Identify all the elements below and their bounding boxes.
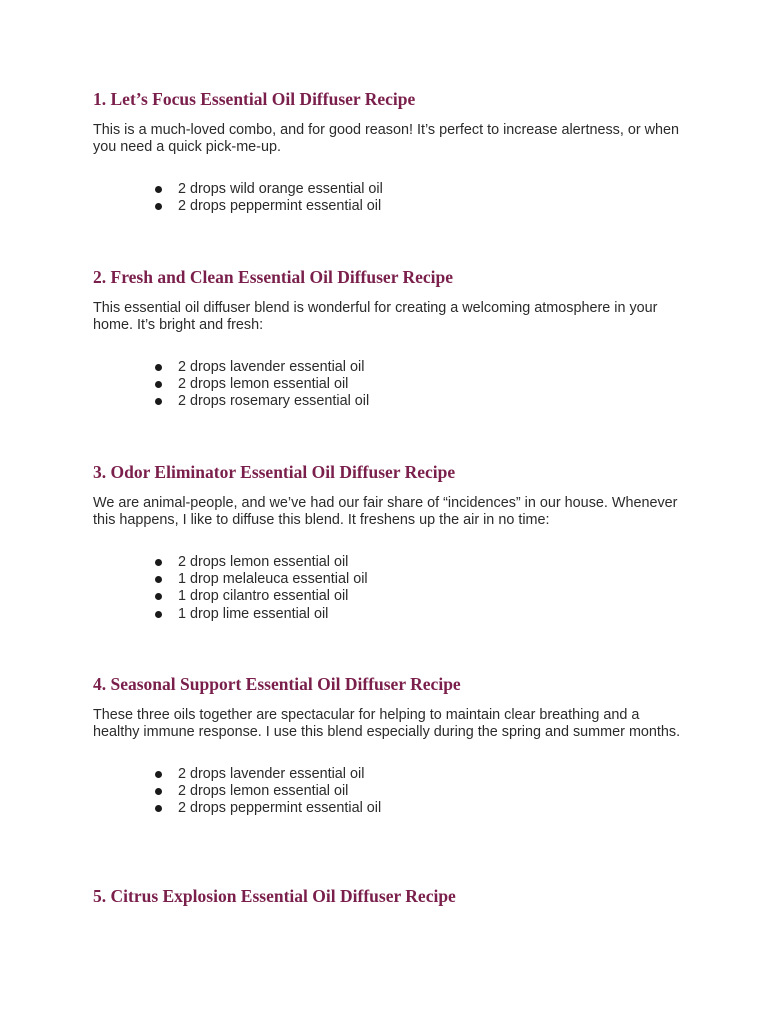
ingredient-text: 1 drop lime essential oil — [178, 605, 329, 622]
list-item — [155, 766, 683, 783]
ingredient-text: 1 drop cilantro essential oil — [178, 588, 349, 605]
ingredient-text: 1 drop melaleuca essential oil — [178, 571, 368, 588]
bullet-icon — [155, 593, 162, 600]
recipe-intro: This is a much-loved combo, and for good reason! It’s perfect to increase alertness, or when you need a quick pick-me-up. — [93, 122, 680, 155]
recipe-intro: We are animal-people, and we’ve had our fair share of “incidences” in our house. Whenever this happens, I like to diffuse this blend. It freshens up the air in no time: — [93, 495, 678, 528]
bullet-icon — [155, 771, 162, 778]
list-item — [155, 606, 683, 623]
list-item — [155, 783, 683, 800]
bullet-icon — [155, 788, 162, 795]
ingredient-list — [93, 359, 683, 411]
ingredient-text: 2 drops wild orange essential oil — [178, 181, 383, 197]
bullet-icon — [155, 203, 162, 210]
bullet-icon — [155, 559, 162, 566]
recipe-heading: 5. Citrus Explosion Essential Oil Diffuser Recipe — [93, 886, 456, 906]
recipe-section-1 — [93, 88, 683, 215]
recipe-section-2 — [93, 266, 683, 411]
list-item — [155, 181, 683, 198]
bullet-icon — [155, 576, 162, 583]
bullet-icon — [155, 381, 162, 388]
ingredient-text: 2 drops lemon essential oil — [178, 554, 349, 570]
ingredient-text: 2 drops lemon essential oil — [178, 783, 349, 800]
bullet-icon — [155, 398, 162, 405]
recipe-section-3 — [93, 461, 683, 623]
list-item — [155, 554, 683, 571]
ingredient-text: 2 drops lemon essential oil — [178, 376, 349, 393]
recipe-intro: This essential oil diffuser blend is wonderful for creating a welcoming atmosphere in your home. It’s bright and fresh: — [93, 300, 658, 333]
ingredient-text: 2 drops lavender essential oil — [178, 359, 365, 375]
list-item — [155, 376, 683, 393]
list-item — [155, 588, 683, 605]
list-item — [155, 198, 683, 215]
recipe-heading: 2. Fresh and Clean Essential Oil Diffuser Recipe — [93, 267, 454, 287]
list-item — [155, 359, 683, 376]
list-item — [155, 393, 683, 410]
recipe-intro: These three oils together are spectacular for helping to maintain clear breathing and a healthy immune response. I use this blend especially during the spring and summer months. — [93, 707, 681, 740]
bullet-icon — [155, 805, 162, 812]
recipe-heading: 1. Let’s Focus Essential Oil Diffuser Recipe — [93, 89, 416, 109]
list-item — [155, 571, 683, 588]
recipe-heading: 3. Odor Eliminator Essential Oil Diffuser Recipe — [93, 462, 456, 482]
ingredient-text: 2 drops peppermint essential oil — [178, 800, 382, 817]
ingredient-list — [93, 554, 683, 623]
ingredient-list — [93, 181, 683, 215]
recipe-section-5 — [93, 885, 456, 907]
list-item — [155, 800, 683, 817]
recipe-heading: 4. Seasonal Support Essential Oil Diffuser Recipe — [93, 674, 461, 694]
bullet-icon — [155, 611, 162, 618]
ingredient-text: 2 drops lavender essential oil — [178, 766, 365, 782]
ingredient-list — [93, 766, 683, 818]
ingredient-text: 2 drops rosemary essential oil — [178, 393, 370, 410]
bullet-icon — [155, 186, 162, 193]
ingredient-text: 2 drops peppermint essential oil — [178, 198, 382, 215]
bullet-icon — [155, 364, 162, 371]
recipe-section-4 — [93, 673, 683, 818]
